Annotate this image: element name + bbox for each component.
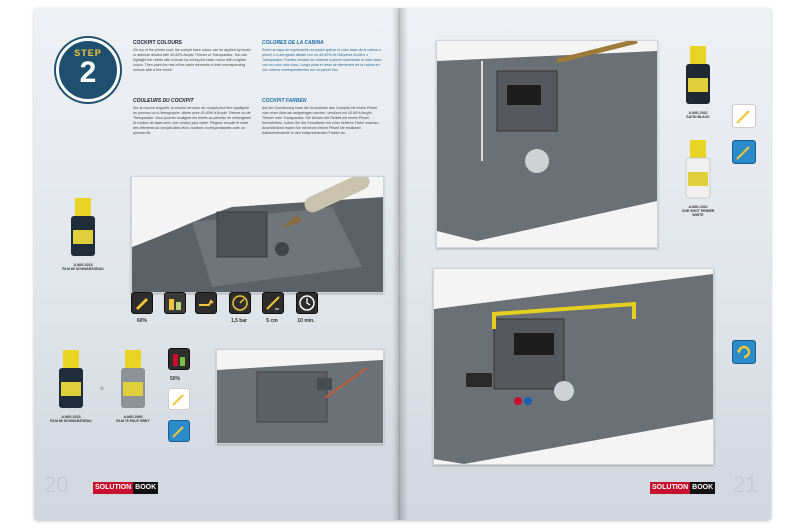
step-badge [56,38,120,102]
step-number: 2 [79,56,97,89]
clock-icon [296,292,318,314]
mix-label: 50% [170,376,181,382]
brand-right-part1: SOLUTION [650,482,690,494]
book-spine [392,8,408,520]
step-word: STEP [74,48,102,58]
plus-icon: + [99,384,105,395]
paint-4-name: SATIN BLACK [686,115,710,119]
paint-1-code: A.MIG-0218 [73,263,93,267]
paint-bottle-1 [62,196,104,276]
paint-bottle-5 [677,138,719,218]
page-number-left: 20 [44,472,69,497]
paint-bottle-3 [112,348,154,428]
paint-3-name: RLM 76 PALE GREY [116,419,150,423]
brand-logo-left [93,482,158,494]
dilution-icon [164,292,186,314]
paint-5-code: A.MIG-2032 [688,205,708,209]
paint-1-name: RLM 66 SCHWARZGRAU [62,267,104,271]
repeat-icon [732,340,756,364]
tool-label-6: 10 min. [297,318,315,324]
paint-4-code: A.MIG-2032 [688,111,708,115]
brush-blue-icon [168,420,190,442]
page-number-right: 21 [733,472,758,497]
heading-french: COULEURS DU COCKPIT [133,98,194,104]
mix-ratio-icon [168,348,190,370]
brand-left-part1: SOLUTION [93,482,133,494]
airbrush-gun-icon [195,292,217,314]
brand-left-part2: BOOK [133,482,158,494]
brush-blue-icon-right [732,140,756,164]
photo-cockpit-detail [216,349,384,444]
distance-icon [262,292,284,314]
photo-cockpit-base [131,176,384,293]
tool-label-5: 5 cm [266,318,278,324]
airbrush-icon [131,292,153,314]
tool-label-4: 1,5 bar [230,318,248,324]
text-german: Auf die Grundierung kann die Grundfarbe des Cockpits mit einem Pinsel oder einer Airbrush aufgetragen werden, verdünnt mit 40-60% Acrylic Thinner oder Transparator. Sie können die Reliefs mit einem Pinsel hervorheben, indem Sie die Grundfarbe mit einer helleren Farbe mischen. Anschließend malen Sie mit einem feinen Pinsel die restlichen Kabinenelemente in den entsprechenden Farben an. [262,106,380,135]
heading-german: COCKPIT FARBEN [262,98,307,104]
brand-logo-right [650,482,715,494]
brush-icon [168,388,190,410]
fine-brush-icon [732,104,756,128]
paint-bottle-2 [50,348,92,428]
heading-spanish: COLORES DE LA CABINA [262,40,324,46]
paint-2-name: RLM 66 SCHWARZGRAU [50,419,92,423]
paint-bottle-4 [677,44,719,124]
paint-3-code: A.MIG-0060 [123,415,143,419]
text-french: Sur la couche d'apprêt, la couleur de base du cockpit peut être appliquée au pinceau ou à l'aérographe, diluée avec 40-60% d'Acrylic Thinner ou de Transparator. Vous pouvez souligner les reliefs au pinceau en mélangeant la couleur de base avec une couleur plus claire. Peignez ensuite le reste des éléments du cockpit dans leurs couleurs correspondantes avec un pinceau fin. [133,106,251,135]
photo-cockpit-yellow [433,268,714,465]
tool-label-1: 60% [136,318,147,324]
text-english: On top of the primer coat, the cockpit base colour can be applied by brush or airbrush diluted with 40-60% Acrylic Thinner or Transparator. You can highlight the reliefs with a brush by mixing the base colour with a lighter colour. Then paint the rest of the cabin elements in their corresponding colours with a fine brush. [133,48,251,72]
pressure-gauge-icon [229,292,251,314]
brand-right-part2: BOOK [690,482,715,494]
paint-5-name: ONE SHOT PRIMER WHITE [681,209,715,217]
heading-english: COCKPIT COLOURS [133,40,182,46]
paint-2-code: A.MIG-0218 [61,415,81,419]
photo-cockpit-black [436,40,658,248]
text-spanish: Sobre la capa de imprimación se podrá aplicar el color base de la cabina a pincel, o a aerógrafo diluido con un 40-60% de Diluyente Acrílico o Transparator. Puedes resaltar los relieves a pincel mezclando el color base con un color más claro. Luego pinta el resto de elementos de la cabina en sus colores correspondientes con un pincel fino. [262,48,382,72]
